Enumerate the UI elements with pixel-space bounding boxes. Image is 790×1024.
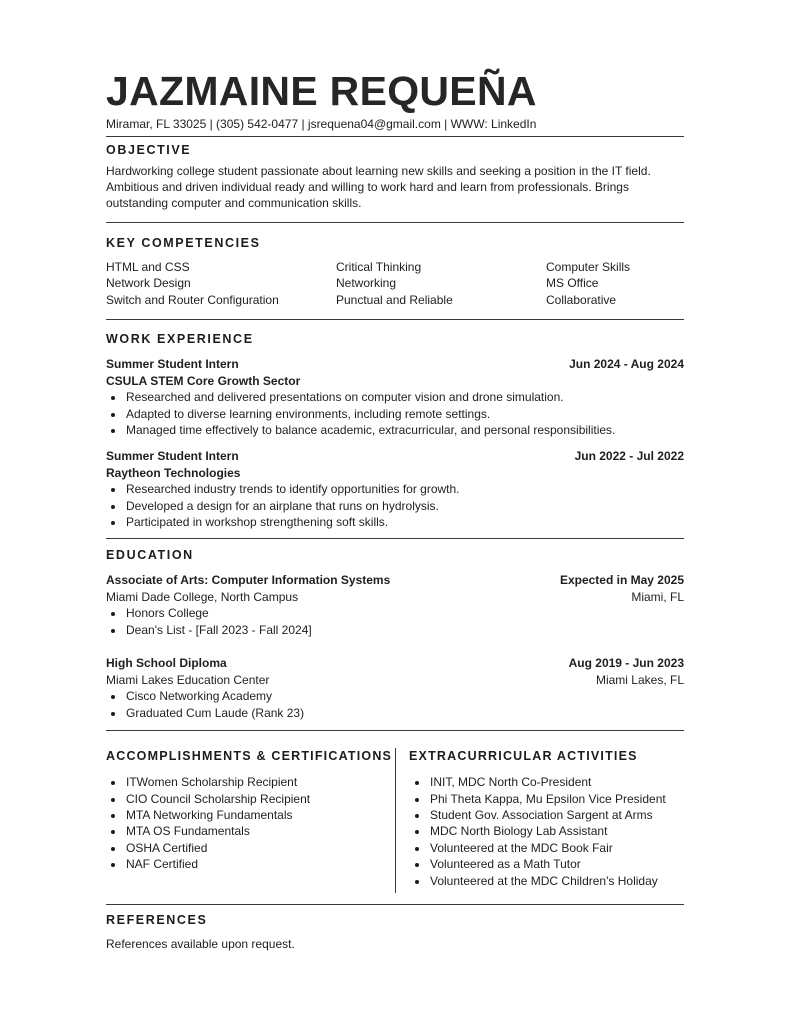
accomplishment-item: NAF Certified <box>126 857 199 871</box>
job-bullet: Researched industry trends to identify opportunities for growth. <box>126 482 460 496</box>
job-dates: Jun 2024 - Aug 2024 <box>569 357 684 371</box>
competency-item: Critical Thinking <box>336 260 422 274</box>
extracurricular-item: Volunteered at the MDC Children's Holiday <box>430 874 658 888</box>
accomplishment-item: OSHA Certified <box>126 841 208 855</box>
edu-school: Miami Lakes Education Center <box>106 673 270 687</box>
competency-item: Punctual and Reliable <box>336 293 453 307</box>
candidate-name: JAZMAINE REQUEÑA <box>106 68 537 114</box>
competency-item: HTML and CSS <box>106 260 190 274</box>
job-bullet: Developed a design for an airplane that runs on hydrolysis. <box>126 499 439 513</box>
edu-bullet: Honors College <box>126 606 209 620</box>
references-text: References available upon request. <box>106 937 295 951</box>
divider <box>106 730 684 731</box>
competency-item: MS Office <box>546 276 599 290</box>
job-role: Summer Student Intern <box>106 449 239 463</box>
objective-title: OBJECTIVE <box>106 143 192 157</box>
competency-item: Switch and Router Configuration <box>106 293 279 307</box>
divider <box>106 319 684 320</box>
edu-bullet: Dean's List - [Fall 2023 - Fall 2024] <box>126 623 312 637</box>
education-title: EDUCATION <box>106 548 194 562</box>
contact-line: Miramar, FL 33025 | (305) 542-0477 | jsrequena04@gmail.com | WWW: LinkedIn <box>106 117 537 131</box>
edu-location: Miami, FL <box>631 590 684 604</box>
divider <box>106 904 684 905</box>
job-bullet: Participated in workshop strengthening soft skills. <box>126 515 389 529</box>
extracurricular-item: Volunteered at the MDC Book Fair <box>430 841 613 855</box>
edu-location: Miami Lakes, FL <box>595 673 684 687</box>
column-divider <box>395 748 396 893</box>
objective-line: Hardworking college student passionate about learning new skills and seeking a position in the IT field. <box>106 164 651 178</box>
edu-bullet: Cisco Networking Academy <box>126 689 273 703</box>
competency-item: Computer Skills <box>546 260 631 274</box>
accomplishments-title: ACCOMPLISHMENTS & CERTIFICATIONS <box>106 749 393 763</box>
extracurricular-item: Phi Theta Kappa, Mu Epsilon Vice President <box>430 792 666 806</box>
edu-dates: Expected in May 2025 <box>559 573 684 587</box>
accomplishment-item: MTA OS Fundamentals <box>126 824 250 838</box>
job-dates: Jun 2022 - Jul 2022 <box>574 449 684 463</box>
divider <box>106 136 684 137</box>
edu-degree: High School Diploma <box>106 656 227 670</box>
extracurricular-item: Student Gov. Association Sargent at Arms <box>430 808 653 822</box>
work-title: WORK EXPERIENCE <box>106 332 254 346</box>
job-bullet: Adapted to diverse learning environments, including remote settings. <box>126 407 491 421</box>
job-org: CSULA STEM Core Growth Sector <box>106 374 301 388</box>
references-title: REFERENCES <box>106 913 208 927</box>
competency-item: Collaborative <box>546 293 617 307</box>
edu-degree: Associate of Arts: Computer Information Systems <box>106 573 391 587</box>
edu-bullet: Graduated Cum Laude (Rank 23) <box>126 706 305 720</box>
edu-school: Miami Dade College, North Campus <box>106 590 299 604</box>
job-org: Raytheon Technologies <box>106 466 241 480</box>
extracurricular-title: EXTRACURRICULAR ACTIVITIES <box>409 749 638 763</box>
divider <box>106 538 684 539</box>
competency-item: Networking <box>336 276 397 290</box>
divider <box>106 222 684 223</box>
extracurricular-item: MDC North Biology Lab Assistant <box>430 824 608 838</box>
edu-dates: Aug 2019 - Jun 2023 <box>568 656 684 670</box>
extracurricular-item: Volunteered as a Math Tutor <box>430 857 581 871</box>
extracurricular-item: INIT, MDC North Co-President <box>430 775 592 789</box>
accomplishment-item: MTA Networking Fundamentals <box>126 808 293 822</box>
objective-line: Ambitious and driven individual ready and willing to work hard and learn from professionals. Brings <box>106 180 629 194</box>
accomplishment-item: CIO Council Scholarship Recipient <box>126 792 311 806</box>
job-bullet: Managed time effectively to balance academic, extracurricular, and personal responsibilities. <box>126 423 616 437</box>
competency-item: Network Design <box>106 276 191 290</box>
job-role: Summer Student Intern <box>106 357 239 371</box>
job-bullet: Researched and delivered presentations on computer vision and drone simulation. <box>126 390 564 404</box>
accomplishment-item: ITWomen Scholarship Recipient <box>126 775 298 789</box>
competencies-title: KEY COMPETENCIES <box>106 236 261 250</box>
objective-line: outstanding computer and communication skills. <box>106 196 362 210</box>
